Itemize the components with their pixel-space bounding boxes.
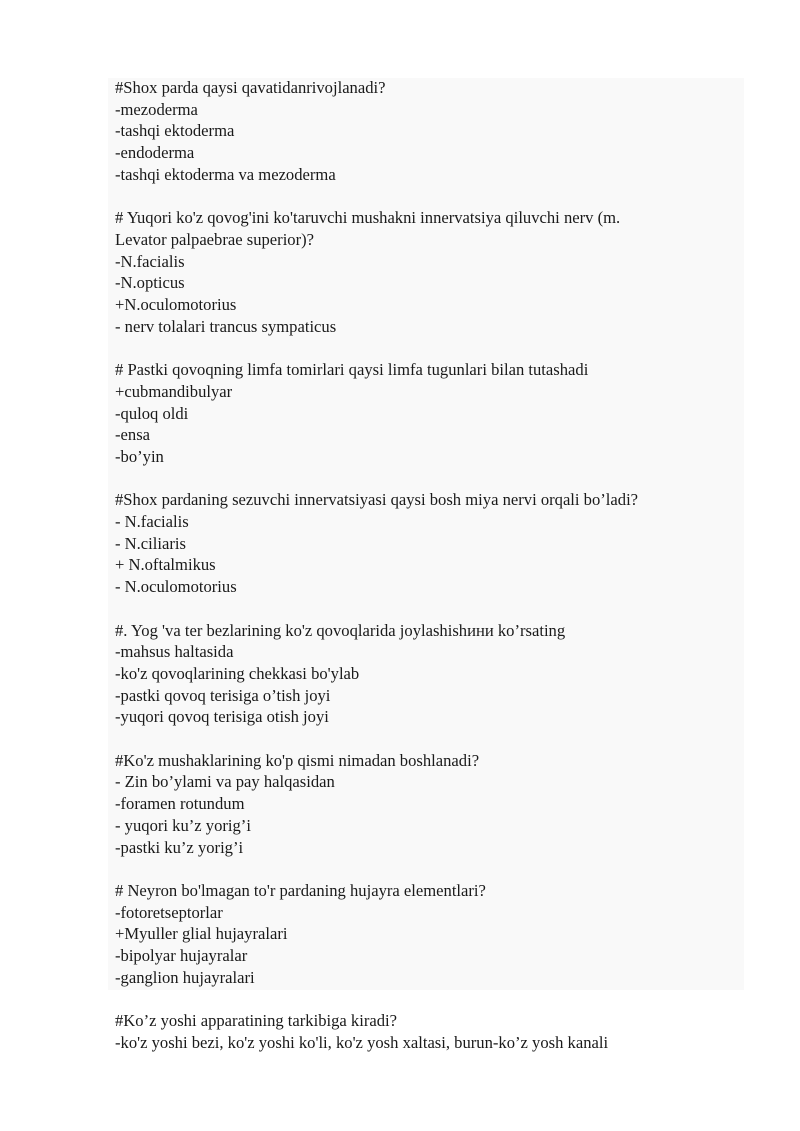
answer-option: -yuqori qovoq terisiga otish joyi — [115, 707, 329, 727]
question-block — [115, 1010, 775, 1053]
answer-option: -endoderma — [115, 143, 195, 163]
answer-option: -bipolyar hujayralar — [115, 946, 248, 966]
question-text: #Ko’z yoshi apparatining tarkibiga kiradi? — [115, 1011, 398, 1031]
answer-option: -fotoretseptorlar — [115, 902, 223, 922]
answer-option: -bo’yin — [115, 446, 164, 466]
answer-option: -ko'z yoshi bezi, ko'z yoshi ko'li, ko'z yosh xaltasi, burun-ko’z yosh kanali — [115, 1032, 609, 1052]
question-text: # Neyron bo'lmagan to'r pardaning hujayra elementlari? — [115, 880, 486, 900]
question-text: #Shox parda qaysi qavatidanrivojlanadi? — [115, 78, 386, 97]
answer-option: -quloq oldi — [115, 403, 189, 423]
answer-option: +cubmandibulyar — [115, 381, 233, 401]
answer-option: -tashqi ektoderma va mezoderma — [115, 164, 336, 184]
answer-option: - Zin bo’ylami va pay halqasidan — [115, 772, 335, 792]
answer-option: - N.facialis — [115, 512, 189, 532]
answer-option: -mezoderma — [115, 99, 198, 119]
question-block — [115, 620, 775, 729]
answer-option: - N.oculomotorius — [115, 577, 237, 597]
question-block — [115, 77, 775, 186]
question-block — [115, 750, 775, 859]
question-block — [115, 207, 775, 337]
answer-option: -pastki ku’z yorig’i — [115, 837, 244, 857]
answer-option: +N.oculomotorius — [115, 295, 237, 315]
question-block — [115, 359, 775, 468]
answer-option: -N.opticus — [115, 273, 185, 293]
answer-option: -pastki qovoq terisiga o’tish joyi — [115, 685, 331, 705]
question-text: Levator palpaebrae superior)? — [115, 229, 315, 249]
quiz-document — [115, 77, 775, 1075]
question-text: # Pastki qovoqning limfa tomirlari qaysi limfa tugunlari bilan tutashadi — [115, 360, 589, 380]
answer-option: -ko'z qovoqlarining chekkasi bo'ylab — [115, 663, 360, 683]
answer-option: -foramen rotundum — [115, 794, 245, 814]
answer-option: -tashqi ektoderma — [115, 121, 235, 141]
answer-option: +Myuller glial hujayralari — [115, 924, 288, 944]
answer-option: - yuqori ku’z yorig’i — [115, 815, 251, 835]
question-block — [115, 880, 775, 989]
question-text: #Shox pardaning sezuvchi innervatsiyasi qaysi bosh miya nervi orqali bo’ladi? — [115, 490, 639, 510]
answer-option: - N.ciliaris — [115, 533, 186, 553]
answer-option: -ganglion hujayralari — [115, 967, 255, 987]
answer-option: -ensa — [115, 425, 151, 445]
question-text: #Ko'z mushaklarining ko'p qismi nimadan boshlanadi? — [115, 750, 480, 770]
question-block — [115, 489, 775, 598]
answer-option: -mahsus haltasida — [115, 642, 234, 662]
answer-option: + N.oftalmikus — [115, 555, 216, 575]
question-text: # Yuqori ko'z qovog'ini ko'taruvchi mushakni innervatsiya qiluvchi nerv (m. — [115, 208, 621, 228]
answer-option: -N.facialis — [115, 251, 185, 271]
question-text: #. Yog 'va ter bezlarining ko'z qovoqlarida joylashishини ko’rsating — [115, 620, 566, 640]
answer-option: - nerv tolalari trancus sympaticus — [115, 316, 337, 336]
